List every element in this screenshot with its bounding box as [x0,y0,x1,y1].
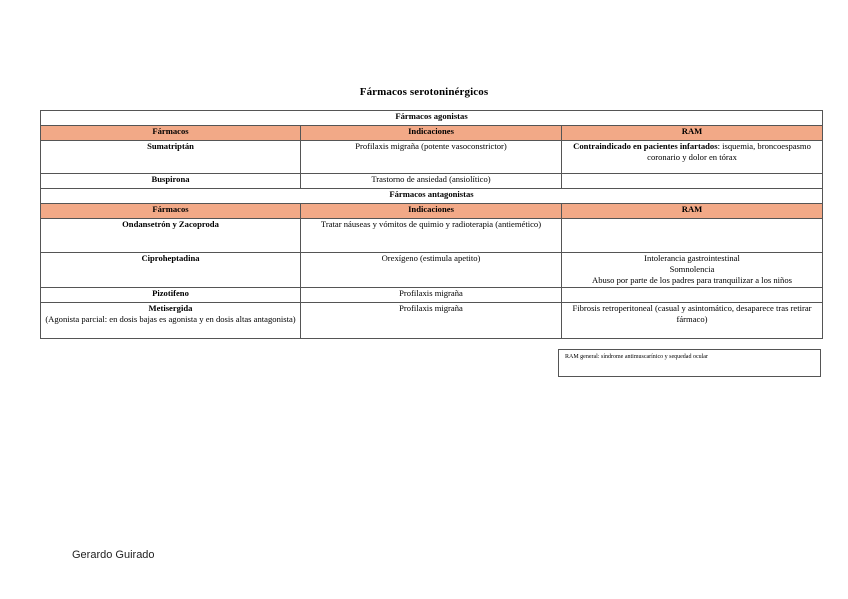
column-header-ram: RAM [562,204,823,219]
ram-line: Intolerancia gastrointestinal [644,253,740,263]
drug-cell: Buspirona [41,174,301,189]
indication-cell: Orexígeno (estimula apetito) [301,253,562,288]
column-header-indicaciones: Indicaciones [301,126,562,141]
section-row-antagonistas [41,189,823,204]
column-header-ram: RAM [562,126,823,141]
indication-cell: Trastorno de ansiedad (ansiolítico) [301,174,562,189]
indication-cell: Profilaxis migraña (potente vasoconstrictor) [301,141,562,174]
section-row-agonistas [41,111,823,126]
drug-cell [41,303,301,339]
header-row [41,204,823,219]
drug-cell: Ondansetrón y Zacoproda [41,219,301,253]
ram-cell [562,174,823,189]
drug-cell: Pizotifeno [41,288,301,303]
drug-note: (Agonista parcial: en dosis bajas es agonista y en dosis altas antagonista) [45,314,296,324]
drug-cell: Ciproheptadina [41,253,301,288]
document-title: Fármacos serotoninérgicos [359,86,489,98]
drug-name: Metisergida [148,303,193,313]
ram-cell [562,219,823,253]
table-row [41,219,823,253]
header-row [41,126,823,141]
indication-cell: Tratar náuseas y vómitos de quimio y radioterapia (antiemético) [301,219,562,253]
section-title-antagonistas: Fármacos antagonistas [41,189,823,204]
ram-cell: Fibrosis retroperitoneal (casual y asintomático, desaparece tras retirar fármaco) [562,303,823,339]
ram-cell [562,288,823,303]
ram-bold-text: Contraindicado en pacientes infartados [573,141,718,151]
column-header-indicaciones: Indicaciones [301,204,562,219]
indication-cell: Profilaxis migraña [301,288,562,303]
footer-author: Gerardo Guirado [72,549,155,561]
column-header-farmacos: Fármacos [41,204,301,219]
table-row [41,253,823,288]
table-row [41,141,823,174]
drug-cell: Sumatriptán [41,141,301,174]
table-row [41,288,823,303]
table-row [41,303,823,339]
drug-table [40,110,823,339]
column-header-farmacos: Fármacos [41,126,301,141]
table-row [41,174,823,189]
ram-cell [562,253,823,288]
ram-line: Somnolencia [669,264,715,274]
ram-general-note: RAM general: síndrome antimuscarínico y sequedad ocular [558,349,821,377]
indication-cell: Profilaxis migraña [301,303,562,339]
section-title-agonistas: Fármacos agonistas [41,111,823,126]
ram-cell [562,141,823,174]
ram-text: : isquemia, broncoespasmo coronario y dolor en tórax [647,141,811,162]
ram-line: Abuso por parte de los padres para tranquilizar a los niños [592,275,792,285]
